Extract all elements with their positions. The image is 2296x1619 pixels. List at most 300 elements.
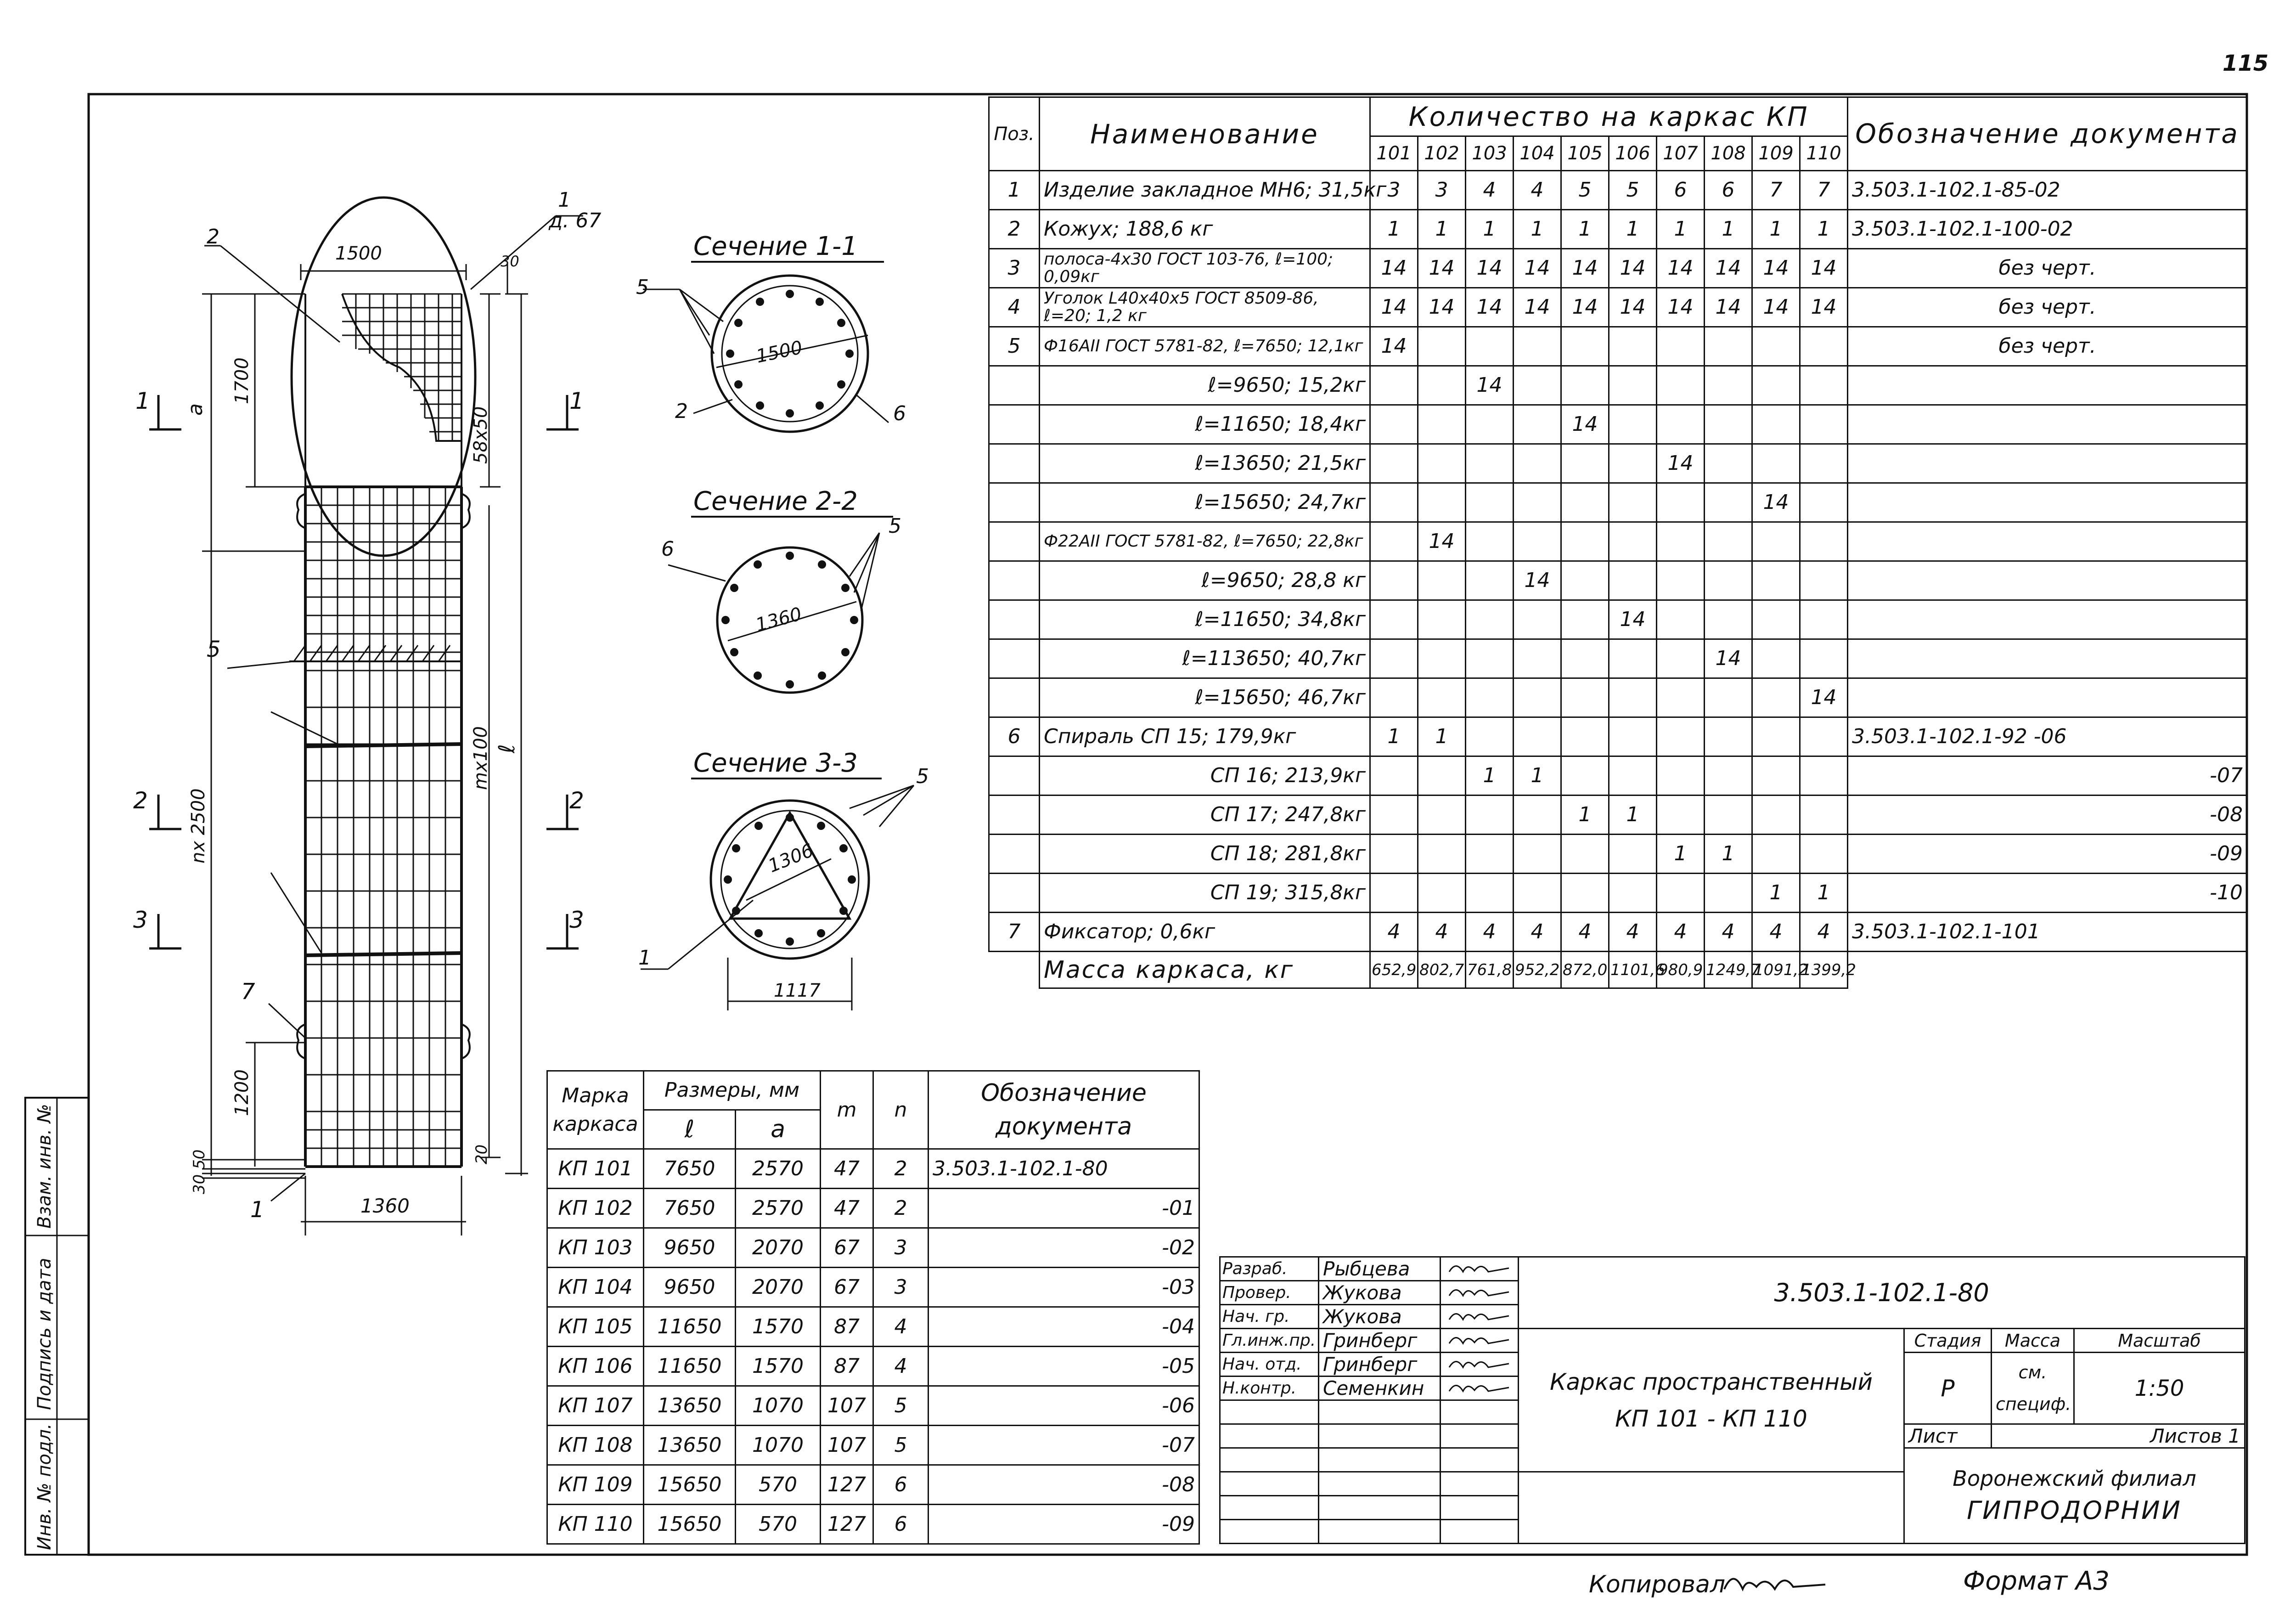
spec-doc bbox=[1848, 639, 2247, 678]
spec-doc: -07 bbox=[1848, 756, 2247, 795]
spec-qty bbox=[1705, 483, 1752, 522]
sizes-n: 4 bbox=[873, 1347, 929, 1386]
spec-qty bbox=[1609, 756, 1657, 795]
spec-row bbox=[989, 327, 2247, 366]
spec-doc: -08 bbox=[1848, 795, 2247, 835]
sizes-table-body bbox=[547, 1071, 1199, 1544]
spec-doc: 3.503.1-102.1-92 -06 bbox=[1848, 717, 2247, 756]
spec-qty bbox=[1418, 639, 1466, 678]
spec-doc bbox=[1848, 405, 2247, 444]
spec-qty: 14 bbox=[1466, 249, 1514, 288]
spec-name: ℓ=9650; 28,8 кг bbox=[1040, 561, 1370, 600]
spec-qty: 4 bbox=[1466, 913, 1514, 952]
spec-row bbox=[989, 171, 2247, 210]
sizes-header-row bbox=[547, 1071, 1199, 1110]
spec-qty bbox=[1657, 678, 1705, 717]
spec-qty bbox=[1705, 874, 1752, 913]
spec-qty bbox=[1800, 522, 1848, 561]
sizes-mark: КП 104 bbox=[547, 1268, 644, 1307]
tb-role: Н.контр. bbox=[1220, 1376, 1319, 1400]
spec-qty bbox=[1705, 678, 1752, 717]
spec-qty: 1 bbox=[1514, 756, 1561, 795]
spec-qty bbox=[1609, 874, 1657, 913]
spec-qty bbox=[1609, 444, 1657, 483]
spec-qty bbox=[1800, 639, 1848, 678]
spec-qty bbox=[1418, 444, 1466, 483]
spec-qty bbox=[1514, 678, 1561, 717]
spec-qty bbox=[1752, 366, 1800, 405]
sizes-a: 570 bbox=[736, 1505, 821, 1544]
spec-qty: 1 bbox=[1657, 210, 1705, 249]
cut-1-left: 1 bbox=[135, 388, 150, 414]
spec-qty bbox=[1370, 483, 1418, 522]
cut-3-left: 3 bbox=[133, 907, 148, 933]
spec-name: Уголок L40x40x5 ГОСТ 8509-86, ℓ=20; 1,2 кг bbox=[1040, 288, 1370, 327]
sizes-header-a: a bbox=[736, 1110, 821, 1149]
spec-qty bbox=[1418, 327, 1466, 366]
spec-name: ℓ=11650; 34,8кг bbox=[1040, 600, 1370, 639]
spec-qty bbox=[1514, 327, 1561, 366]
spec-name: СП 16; 213,9кг bbox=[1040, 756, 1370, 795]
sizes-header-n: n bbox=[873, 1071, 929, 1149]
sizes-m: 107 bbox=[821, 1386, 873, 1426]
spec-qty: 3 bbox=[1370, 171, 1418, 210]
dim-1200: 1200 bbox=[231, 1069, 253, 1116]
spec-qty bbox=[1561, 600, 1609, 639]
spec-qty: 14 bbox=[1705, 288, 1752, 327]
sizes-doc: -06 bbox=[929, 1386, 1199, 1426]
spec-qty: 1 bbox=[1609, 210, 1657, 249]
spec-qty bbox=[1418, 795, 1466, 835]
sizes-l: 9650 bbox=[644, 1228, 736, 1268]
spec-qty bbox=[1705, 795, 1752, 835]
spec-qty bbox=[1800, 756, 1848, 795]
spec-name: ℓ=15650; 24,7кг bbox=[1040, 483, 1370, 522]
sizes-row bbox=[547, 1228, 1199, 1268]
tb-org bbox=[1904, 1448, 2245, 1544]
tb-empty bbox=[1319, 1400, 1441, 1424]
spec-qty bbox=[1609, 717, 1657, 756]
sizes-header-doc: Обозначение документа bbox=[929, 1071, 1199, 1149]
spec-mass-value: 761,8 bbox=[1466, 952, 1514, 988]
sizes-l: 7650 bbox=[644, 1149, 736, 1189]
spec-mass-blank bbox=[989, 952, 1040, 988]
tb-empty bbox=[1319, 1448, 1441, 1472]
tb-empty bbox=[1441, 1424, 1519, 1448]
spec-qty bbox=[1370, 600, 1418, 639]
section-3-title: Сечение 3-3 bbox=[693, 748, 858, 778]
spec-qty bbox=[1370, 756, 1418, 795]
spec-name: полоса-4x30 ГОСТ 103-76, ℓ=100; 0,09кг bbox=[1040, 249, 1370, 288]
spec-qty bbox=[1752, 639, 1800, 678]
spec-qty bbox=[1752, 678, 1800, 717]
sizes-doc: -05 bbox=[929, 1347, 1199, 1386]
spec-qty bbox=[1370, 522, 1418, 561]
spec-name: СП 19; 315,8кг bbox=[1040, 874, 1370, 913]
tb-stage-label: Стадия bbox=[1904, 1329, 1992, 1353]
dim-l: ℓ bbox=[494, 744, 520, 753]
dim-mx100: mx100 bbox=[470, 726, 491, 790]
spec-row bbox=[989, 756, 2247, 795]
spec-qty bbox=[1466, 717, 1514, 756]
dim-1360: 1360 bbox=[360, 1195, 410, 1217]
sizes-a: 2570 bbox=[736, 1149, 821, 1189]
spec-qty: 1 bbox=[1370, 210, 1418, 249]
spec-qty bbox=[1609, 678, 1657, 717]
sizes-a: 2070 bbox=[736, 1228, 821, 1268]
tb-signature bbox=[1441, 1329, 1519, 1353]
spec-qty bbox=[1705, 600, 1752, 639]
tb-name: Жукова bbox=[1319, 1305, 1441, 1329]
tb-empty bbox=[1319, 1472, 1441, 1496]
spec-row bbox=[989, 366, 2247, 405]
spec-qty bbox=[1800, 405, 1848, 444]
sizes-row bbox=[547, 1386, 1199, 1426]
spec-row bbox=[989, 639, 2247, 678]
spec-doc: без черт. bbox=[1848, 249, 2247, 288]
spec-qty: 1 bbox=[1418, 210, 1466, 249]
tb-mass-label: Масса bbox=[1992, 1329, 2074, 1353]
tb-empty bbox=[1441, 1400, 1519, 1424]
footer-copied: Копировал bbox=[1589, 1571, 1726, 1598]
spec-qty bbox=[1418, 561, 1466, 600]
tb-title bbox=[1519, 1329, 1904, 1472]
tb-empty-wide bbox=[1519, 1472, 1904, 1544]
sizes-n: 5 bbox=[873, 1426, 929, 1465]
spec-qty: 4 bbox=[1752, 913, 1800, 952]
spec-col-102: 102 bbox=[1418, 136, 1466, 171]
tb-stage: Р bbox=[1904, 1353, 1992, 1424]
sizes-header-mark: Марка каркаса bbox=[547, 1071, 644, 1149]
sizes-n: 3 bbox=[873, 1268, 929, 1307]
spec-doc: 3.503.1-102.1-100-02 bbox=[1848, 210, 2247, 249]
spec-qty: 14 bbox=[1800, 678, 1848, 717]
spec-row bbox=[989, 483, 2247, 522]
leader-lines bbox=[204, 216, 583, 1201]
sizes-l: 13650 bbox=[644, 1386, 736, 1426]
copier-signature bbox=[1720, 1564, 1839, 1601]
spec-pos: 3 bbox=[989, 249, 1040, 288]
tb-signature bbox=[1441, 1305, 1519, 1329]
tb-signature bbox=[1441, 1257, 1519, 1281]
spec-pos bbox=[989, 756, 1040, 795]
sizes-a: 1070 bbox=[736, 1426, 821, 1465]
spec-pos: 6 bbox=[989, 717, 1040, 756]
spec-qty: 14 bbox=[1514, 561, 1561, 600]
sizes-doc: -04 bbox=[929, 1307, 1199, 1347]
dim-20: 20 bbox=[473, 1144, 491, 1164]
spec-qty bbox=[1800, 366, 1848, 405]
spec-qty: 14 bbox=[1657, 444, 1705, 483]
spec-mass-value: 1091,2 bbox=[1752, 952, 1800, 988]
tb-empty bbox=[1220, 1400, 1319, 1424]
spec-qty bbox=[1466, 600, 1514, 639]
spec-mass-row bbox=[989, 952, 2247, 988]
tb-role: Разраб. bbox=[1220, 1257, 1319, 1281]
spec-qty bbox=[1752, 756, 1800, 795]
spec-table-body bbox=[989, 97, 2247, 988]
section-3-callout-5: 5 bbox=[916, 765, 929, 788]
spec-qty: 14 bbox=[1800, 249, 1848, 288]
spec-pos bbox=[989, 444, 1040, 483]
spec-qty bbox=[1370, 835, 1418, 874]
spec-qty bbox=[1657, 639, 1705, 678]
spec-pos bbox=[989, 600, 1040, 639]
spec-qty bbox=[1752, 600, 1800, 639]
spec-qty: 14 bbox=[1466, 366, 1514, 405]
spec-qty bbox=[1705, 522, 1752, 561]
spec-qty bbox=[1705, 444, 1752, 483]
spec-qty bbox=[1561, 639, 1609, 678]
spec-pos bbox=[989, 678, 1040, 717]
tb-sheet-label: Лист bbox=[1904, 1424, 1992, 1448]
sizes-n: 4 bbox=[873, 1307, 929, 1347]
sizes-doc: -09 bbox=[929, 1505, 1199, 1544]
cut-3-right: 3 bbox=[569, 907, 584, 933]
spec-qty bbox=[1370, 405, 1418, 444]
spec-row bbox=[989, 913, 2247, 952]
spec-qty bbox=[1705, 366, 1752, 405]
tb-mass-value-1: см. bbox=[2018, 1362, 2047, 1383]
sizes-n: 6 bbox=[873, 1505, 929, 1544]
tb-role: Нач. гр. bbox=[1220, 1305, 1319, 1329]
spec-pos bbox=[989, 639, 1040, 678]
spec-qty bbox=[1514, 405, 1561, 444]
spec-qty: 14 bbox=[1752, 288, 1800, 327]
spec-name: Фиксатор; 0,6кг bbox=[1040, 913, 1370, 952]
spec-qty bbox=[1705, 756, 1752, 795]
section-3-callout-1: 1 bbox=[638, 946, 651, 970]
spec-qty: 4 bbox=[1466, 171, 1514, 210]
spec-qty: 14 bbox=[1800, 288, 1848, 327]
signature-mark bbox=[1445, 1377, 1514, 1396]
spec-qty bbox=[1418, 874, 1466, 913]
spec-qty: 14 bbox=[1752, 483, 1800, 522]
spec-qty bbox=[1657, 327, 1705, 366]
sizes-row bbox=[547, 1307, 1199, 1347]
spec-doc: без черт. bbox=[1848, 327, 2247, 366]
tb-empty bbox=[1319, 1520, 1441, 1544]
spec-qty: 4 bbox=[1370, 913, 1418, 952]
spec-mass-value: 980,9 bbox=[1657, 952, 1705, 988]
spec-qty bbox=[1514, 483, 1561, 522]
spec-qty bbox=[1466, 835, 1514, 874]
spec-qty: 14 bbox=[1418, 249, 1466, 288]
label-pos-1-bottom: 1 bbox=[250, 1197, 264, 1223]
section-2-2-drawing bbox=[668, 517, 893, 693]
label-pos-7: 7 bbox=[241, 979, 255, 1004]
spec-qty bbox=[1609, 327, 1657, 366]
label-pos-2: 2 bbox=[207, 225, 219, 248]
spec-doc bbox=[1848, 561, 2247, 600]
spec-pos bbox=[989, 874, 1040, 913]
tb-org-line2: ГИПРОДОРНИИ bbox=[1967, 1495, 2182, 1525]
tb-sheets-label: Листов 1 bbox=[1992, 1424, 2245, 1448]
spec-qty bbox=[1514, 639, 1561, 678]
sizes-n: 2 bbox=[873, 1189, 929, 1228]
cut-1-right: 1 bbox=[569, 388, 584, 414]
title-row bbox=[1220, 1257, 2245, 1281]
spec-qty: 4 bbox=[1800, 913, 1848, 952]
dim-1500: 1500 bbox=[335, 243, 382, 264]
spec-qty bbox=[1800, 327, 1848, 366]
spec-qty bbox=[1752, 444, 1800, 483]
spec-col-107: 107 bbox=[1657, 136, 1705, 171]
tb-name: Семенкин bbox=[1319, 1376, 1441, 1400]
spec-name: ℓ=9650; 15,2кг bbox=[1040, 366, 1370, 405]
spec-qty bbox=[1370, 561, 1418, 600]
spec-qty bbox=[1466, 522, 1514, 561]
spec-qty bbox=[1609, 639, 1657, 678]
spec-row bbox=[989, 795, 2247, 835]
spec-qty bbox=[1514, 874, 1561, 913]
spec-qty bbox=[1752, 561, 1800, 600]
sizes-n: 3 bbox=[873, 1228, 929, 1268]
spec-name: Спираль СП 15; 179,9кг bbox=[1040, 717, 1370, 756]
spec-qty bbox=[1418, 483, 1466, 522]
spec-mass-value: 952,2 bbox=[1514, 952, 1561, 988]
sizes-l: 15650 bbox=[644, 1505, 736, 1544]
spec-pos bbox=[989, 405, 1040, 444]
spec-qty bbox=[1514, 795, 1561, 835]
sizes-mark: КП 105 bbox=[547, 1307, 644, 1347]
spec-row bbox=[989, 288, 2247, 327]
spec-doc bbox=[1848, 483, 2247, 522]
spec-mass-value: 1399,2 bbox=[1800, 952, 1848, 988]
sizes-header-m: m bbox=[821, 1071, 873, 1149]
spec-doc bbox=[1848, 600, 2247, 639]
spec-qty: 14 bbox=[1370, 327, 1418, 366]
spec-qty bbox=[1466, 444, 1514, 483]
dim-1700: 1700 bbox=[231, 357, 253, 404]
title-row bbox=[1220, 1329, 2245, 1353]
spec-qty bbox=[1657, 483, 1705, 522]
section-2-title: Сечение 2-2 bbox=[693, 486, 858, 516]
spec-qty bbox=[1466, 327, 1514, 366]
tb-empty bbox=[1319, 1424, 1441, 1448]
spec-qty: 1 bbox=[1705, 210, 1752, 249]
tb-name: Рыбцева bbox=[1319, 1257, 1441, 1281]
tb-signature bbox=[1441, 1281, 1519, 1305]
sizes-row bbox=[547, 1426, 1199, 1465]
spec-qty bbox=[1705, 561, 1752, 600]
spec-qty: 4 bbox=[1657, 913, 1705, 952]
spec-qty bbox=[1514, 717, 1561, 756]
sizes-doc: 3.503.1-102.1-80 bbox=[929, 1149, 1199, 1189]
spec-name: Ф22AII ГОСТ 5781-82, ℓ=7650; 22,8кг bbox=[1040, 522, 1370, 561]
spec-qty bbox=[1609, 835, 1657, 874]
spec-doc bbox=[1848, 522, 2247, 561]
spec-qty bbox=[1370, 639, 1418, 678]
title-block-body bbox=[1220, 1257, 2245, 1544]
sizes-mark: КП 108 bbox=[547, 1426, 644, 1465]
spec-qty bbox=[1657, 366, 1705, 405]
sizes-row bbox=[547, 1347, 1199, 1386]
sizes-m: 47 bbox=[821, 1149, 873, 1189]
spec-qty: 14 bbox=[1514, 288, 1561, 327]
spec-col-106: 106 bbox=[1609, 136, 1657, 171]
spec-qty bbox=[1561, 678, 1609, 717]
spec-header-row bbox=[989, 97, 2247, 136]
spec-mass-value: 1101,6 bbox=[1609, 952, 1657, 988]
spec-doc bbox=[1848, 678, 2247, 717]
section-cut-markers bbox=[149, 395, 579, 948]
spec-qty bbox=[1466, 874, 1514, 913]
tb-title-line1: Каркас пространственный bbox=[1549, 1368, 1873, 1395]
sizes-mark: КП 101 bbox=[547, 1149, 644, 1189]
spec-qty bbox=[1609, 405, 1657, 444]
section-1-callout-6: 6 bbox=[893, 402, 906, 425]
sizes-m: 67 bbox=[821, 1228, 873, 1268]
spec-pos bbox=[989, 561, 1040, 600]
sizes-l: 15650 bbox=[644, 1465, 736, 1505]
spec-row bbox=[989, 444, 2247, 483]
tb-scale-label: Масштаб bbox=[2074, 1329, 2245, 1353]
spec-row bbox=[989, 561, 2247, 600]
spec-qty bbox=[1514, 835, 1561, 874]
spec-row bbox=[989, 210, 2247, 249]
spec-qty: 4 bbox=[1514, 171, 1561, 210]
spec-qty bbox=[1800, 600, 1848, 639]
section-1-diameter: 1500 bbox=[754, 337, 805, 367]
spec-qty: 14 bbox=[1705, 639, 1752, 678]
spec-qty bbox=[1705, 717, 1752, 756]
spec-qty: 14 bbox=[1609, 288, 1657, 327]
spec-qty: 1 bbox=[1705, 835, 1752, 874]
footer-format: Формат А3 bbox=[1963, 1566, 2110, 1596]
spec-doc: -10 bbox=[1848, 874, 2247, 913]
spec-qty bbox=[1752, 327, 1800, 366]
spec-qty bbox=[1418, 756, 1466, 795]
spec-qty bbox=[1561, 561, 1609, 600]
spec-col-109: 109 bbox=[1752, 136, 1800, 171]
tb-empty bbox=[1441, 1448, 1519, 1472]
spec-qty bbox=[1657, 756, 1705, 795]
spec-qty: 1 bbox=[1514, 210, 1561, 249]
sizes-m: 107 bbox=[821, 1426, 873, 1465]
spec-mass-value: 802,7 bbox=[1418, 952, 1466, 988]
spec-qty: 5 bbox=[1609, 171, 1657, 210]
spec-qty bbox=[1609, 561, 1657, 600]
sizes-row bbox=[547, 1505, 1199, 1544]
dim-58x50: 58x50 bbox=[470, 406, 491, 464]
spec-qty: 1 bbox=[1466, 210, 1514, 249]
spec-header-name: Наименование bbox=[1040, 97, 1370, 171]
spec-name: Ф16AII ГОСТ 5781-82, ℓ=7650; 12,1кг bbox=[1040, 327, 1370, 366]
sizes-row bbox=[547, 1465, 1199, 1505]
sizes-row bbox=[547, 1149, 1199, 1189]
tb-scale: 1:50 bbox=[2074, 1353, 2245, 1424]
spec-qty bbox=[1561, 835, 1609, 874]
spec-qty: 1 bbox=[1800, 874, 1848, 913]
spec-qty: 1 bbox=[1657, 835, 1705, 874]
spec-row bbox=[989, 717, 2247, 756]
spec-name: СП 17; 247,8кг bbox=[1040, 795, 1370, 835]
spec-qty: 4 bbox=[1561, 913, 1609, 952]
spec-qty bbox=[1657, 405, 1705, 444]
spec-header-doc: Обозначение документа bbox=[1848, 97, 2247, 171]
spec-doc: 3.503.1-102.1-101 bbox=[1848, 913, 2247, 952]
spec-pos: 5 bbox=[989, 327, 1040, 366]
spec-header-pos: Поз. bbox=[989, 97, 1040, 171]
spec-table bbox=[988, 96, 2248, 989]
spec-row bbox=[989, 249, 2247, 288]
section-2-diameter: 1360 bbox=[753, 603, 804, 636]
spec-qty: 14 bbox=[1370, 249, 1418, 288]
spec-pos: 1 bbox=[989, 171, 1040, 210]
spec-mass-blank bbox=[1848, 952, 2247, 988]
spec-qty bbox=[1609, 483, 1657, 522]
